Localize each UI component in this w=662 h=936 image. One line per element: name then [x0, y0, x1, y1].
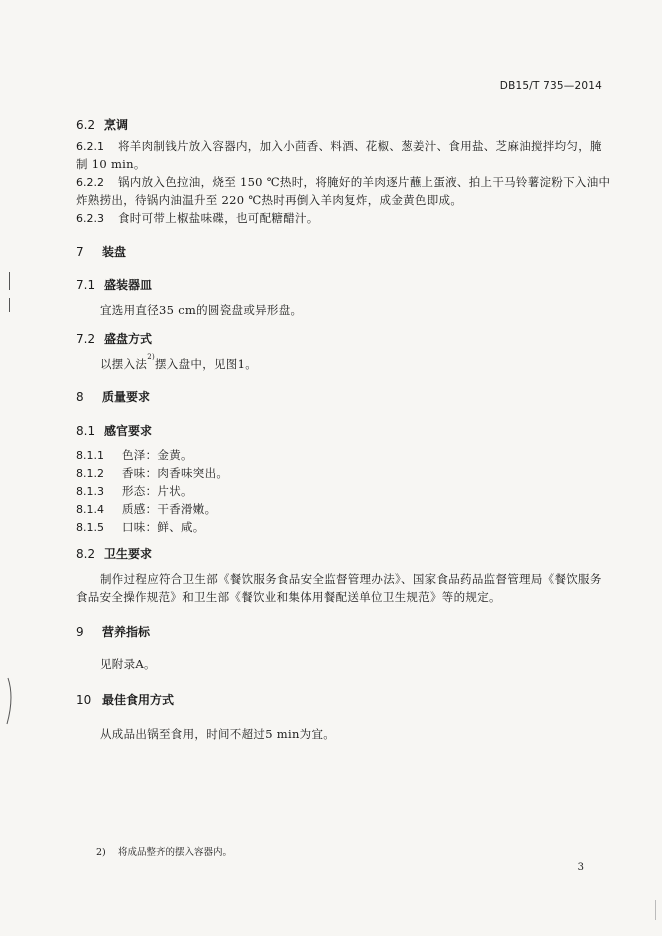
clause-6-2-2-line2: 炸熟捞出，待锅内油温升至 220 ℃热时再倒入羊肉复炸，成金黄色即成。 [76, 193, 463, 207]
scan-mark [9, 298, 10, 312]
clause-number: 6.2.2 [76, 176, 104, 189]
list-item [76, 447, 193, 463]
list-item [76, 483, 193, 499]
footnote-number: 2) [96, 847, 106, 858]
heading-number: 8.2 [76, 547, 96, 561]
heading-title: 感官要求 [104, 424, 153, 438]
heading-7 [76, 243, 126, 260]
clause-6-2-1-line1 [76, 138, 602, 154]
clause-number: 6.2.1 [76, 140, 104, 153]
heading-6-2 [76, 116, 128, 133]
heading-number: 8.1 [76, 424, 96, 438]
heading-title: 卫生要求 [104, 547, 153, 561]
clause-6-2-2-line1 [76, 174, 610, 190]
heading-title: 质量要求 [102, 390, 151, 404]
clause-text: 香味：肉香味突出。 [122, 466, 229, 480]
clause-6-2-1-line2: 制 10 min。 [76, 157, 146, 171]
heading-10 [76, 691, 174, 708]
paragraph-8-2-line1: 制作过程应符合卫生部《餐饮服务食品安全监督管理办法》、国家食品药品监督管理局《餐饮服务 [100, 572, 602, 586]
heading-9 [76, 623, 150, 640]
clause-text: 质感：干香滑嫩。 [122, 502, 217, 516]
heading-7-2 [76, 330, 152, 347]
binding-curve [2, 676, 14, 726]
heading-7-1 [76, 276, 152, 293]
paragraph-8-2-line2: 食品安全操作规范》和卫生部《餐饮业和集体用餐配送单位卫生规范》等的规定。 [76, 590, 501, 604]
clause-text: 将羊肉制钱片放入容器内，加入小茴香、料酒、花椒、葱姜汁、食用盐、芝麻油搅拌均匀，腌 [118, 139, 602, 153]
heading-title: 营养指标 [102, 625, 151, 639]
paragraph-text: 摆入盘中，见图1。 [155, 357, 258, 371]
clause-6-2-3 [76, 210, 319, 226]
clause-number: 8.1.1 [76, 449, 104, 462]
clause-text: 色泽：金黄。 [122, 448, 193, 462]
clause-text: 口味：鲜、咸。 [122, 520, 205, 534]
heading-number: 9 [76, 625, 84, 639]
list-item [76, 501, 216, 517]
heading-title: 盛装器皿 [104, 278, 153, 292]
clause-text: 形态：片状。 [122, 484, 193, 498]
clause-number: 8.1.3 [76, 485, 104, 498]
paragraph-7-1: 宜选用直径35 cm的圆瓷盘或异形盘。 [100, 303, 303, 317]
clause-text: 食时可带上椒盐味碟，也可配糖醋汁。 [118, 211, 319, 225]
clause-number: 8.1.4 [76, 503, 104, 516]
heading-number: 10 [76, 693, 92, 707]
heading-8-1 [76, 422, 152, 439]
clause-number: 8.1.5 [76, 521, 104, 534]
heading-8-2 [76, 545, 152, 562]
clause-number: 8.1.2 [76, 467, 104, 480]
footnote [96, 844, 232, 858]
standard-number: DB15/T 735—2014 [499, 80, 602, 92]
clause-text: 锅内放入色拉油，烧至 150 ℃热时，将腌好的羊肉逐片蘸上蛋液、拍上干马铃薯淀粉下入油中 [118, 175, 611, 189]
footnote-ref: 2) [147, 353, 155, 361]
heading-number: 6.2 [76, 118, 96, 132]
page-number: 3 [577, 862, 584, 873]
heading-8 [76, 388, 150, 405]
heading-title: 装盘 [102, 245, 127, 259]
footnote-text: 将成品整齐的摆入容器内。 [118, 847, 233, 858]
paragraph-10: 从成品出锅至食用，时间不超过5 min为宜。 [100, 727, 336, 741]
heading-number: 7 [76, 245, 84, 259]
scan-mark [655, 900, 656, 920]
paragraph-7-2 [100, 353, 258, 372]
paragraph-text: 以摆入法 [100, 357, 148, 371]
heading-number: 7.2 [76, 332, 96, 346]
list-item [76, 465, 228, 481]
heading-title: 烹调 [104, 118, 129, 132]
heading-number: 7.1 [76, 278, 96, 292]
heading-title: 盛盘方式 [104, 332, 153, 346]
scan-mark [9, 272, 10, 290]
paragraph-9: 见附录A。 [100, 657, 156, 671]
heading-number: 8 [76, 390, 84, 404]
clause-number: 6.2.3 [76, 212, 104, 225]
heading-title: 最佳食用方式 [102, 693, 175, 707]
list-item [76, 519, 205, 535]
